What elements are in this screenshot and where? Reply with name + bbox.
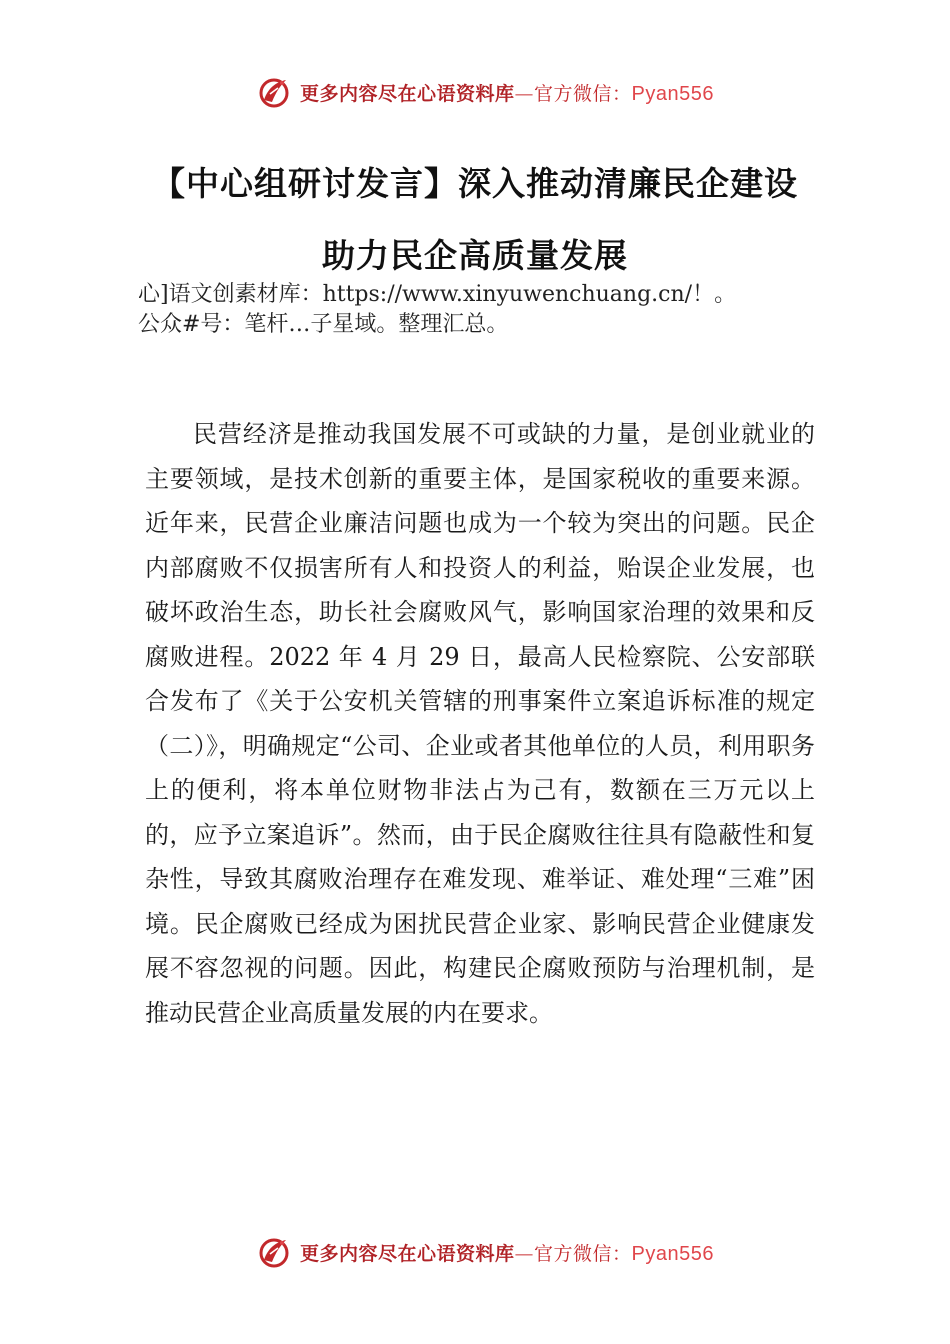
- footer-banner-content: [256, 1234, 714, 1270]
- banner-separator: —: [514, 1242, 535, 1265]
- source-line-2: 公众#号：笔杆…子星域。整理汇总。: [138, 312, 509, 337]
- document-title-line-1: 【中心组研讨发言】深入推动清廉民企建设: [152, 164, 798, 203]
- banner-contact-handle: Pyan556: [631, 1242, 714, 1265]
- header-banner: [0, 72, 950, 112]
- source-line-1: 心]语文创素材库：https://www.xinyuwenchuang.cn/！。: [138, 282, 737, 307]
- footer-banner-text: [300, 1239, 714, 1266]
- header-banner-text: [300, 79, 714, 106]
- banner-separator: —: [514, 82, 535, 105]
- brand-logo-icon: [256, 74, 292, 110]
- banner-tagline: 更多内容尽在心语资料库: [300, 1242, 515, 1265]
- banner-tagline: 更多内容尽在心语资料库: [300, 82, 515, 105]
- document-title-line-2: 助力民企高质量发展: [322, 236, 628, 275]
- body-paragraph: 民营经济是推动我国发展不可或缺的力量，是创业就业的主要领域，是技术创新的重要主体，是国家税收的重要来源。近年来，民营企业廉洁问题也成为一个较为突出的问题。民企内部腐败不仅损害所有人和投资人的利益，贻误企业发展，也破坏政治生态，助长社会腐败风气，影响国家治理的效果和反腐败进程。2022 年 4 月 29 日，最高人民检察院、公安部联合发布了《关于公安机关管辖的刑事案件立案追诉标准的规定（二）》，明确规定“公司、企业或者其他单位的人员，利用职务上的便利，将本单位财物非法占为己有，数额在三万元以上的，应予立案追诉”。然而，由于民企腐败往往具有隐蔽性和复杂性，导致其腐败治理存在难发现、难举证、难处理“三难”困境。民企腐败已经成为困扰民营企业家、影响民营企业健康发展不容忽视的问题。因此，构建民企腐败预防与治理机制，是推动民营企业高质量发展的内在要求。: [145, 420, 815, 1027]
- banner-contact-handle: Pyan556: [631, 82, 714, 105]
- brand-logo-icon: [256, 1234, 292, 1270]
- footer-banner: [0, 1232, 950, 1272]
- banner-contact-label: 官方微信：: [534, 1242, 632, 1265]
- banner-contact-label: 官方微信：: [534, 82, 632, 105]
- header-banner-content: [256, 74, 714, 110]
